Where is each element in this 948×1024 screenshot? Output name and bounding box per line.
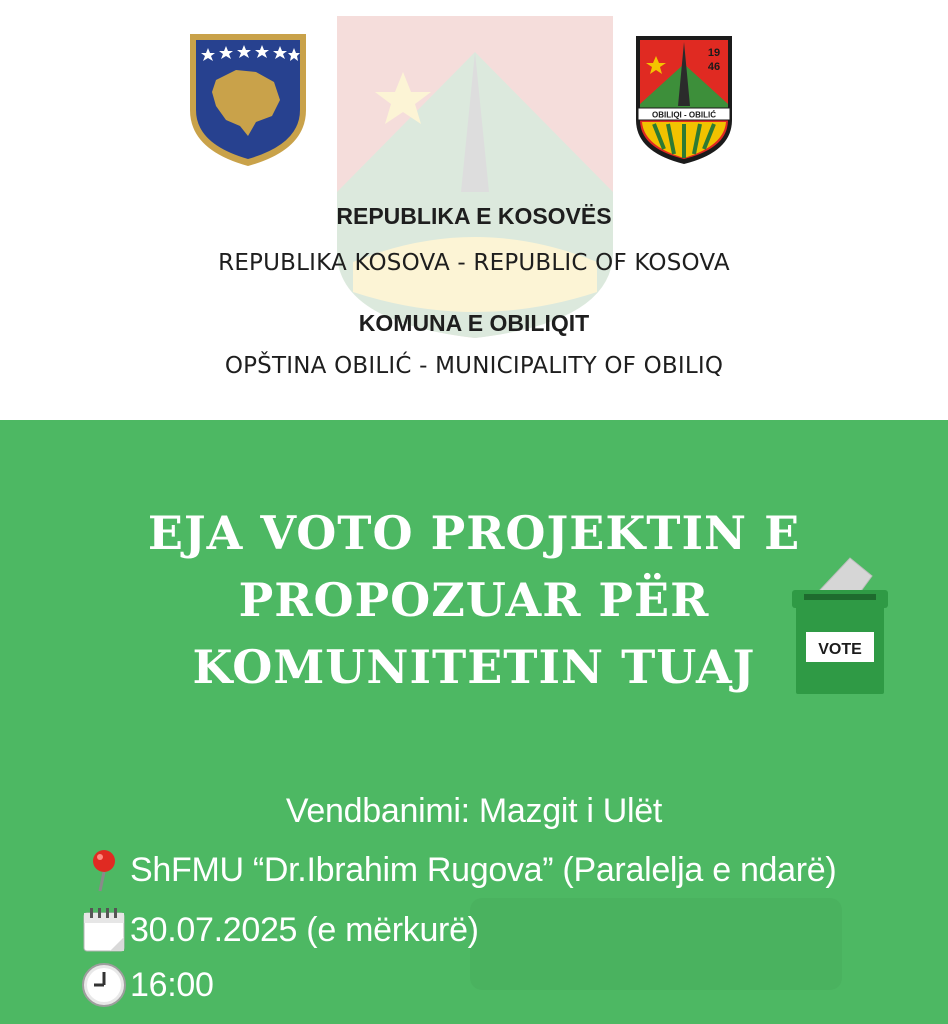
headline-line-1: EJA VOTO PROJEKTIN E: [147, 506, 801, 560]
settlement-text: Vendbanimi: Mazgit i Ulët: [285, 792, 663, 830]
ballot-label: VOTE: [818, 641, 862, 658]
municipality-name-serbian-english: OPŠTINA OBILIĆ - MUNICIPALITY OF OBILIQ: [224, 353, 724, 379]
obiliq-coat-of-arms-icon: [634, 34, 734, 166]
header-section: [0, 0, 948, 420]
pin-icon: [80, 845, 128, 895]
headline-line-3: KOMUNITETIN TUAJ: [192, 640, 756, 694]
emblem-year-top: 19: [707, 47, 721, 59]
date-row: [80, 905, 479, 955]
date-text: 30.07.2025 (e mërkurë): [130, 910, 479, 949]
time-text: 16:00: [130, 965, 214, 1004]
country-name-albanian: REPUBLIKA E KOSOVËS: [336, 203, 612, 229]
country-name-serbian-english: REPUBLIKA KOSOVA - REPUBLIC OF KOSOVA: [218, 250, 730, 276]
kosovo-coat-of-arms-icon: [186, 30, 310, 168]
location-row: [80, 845, 836, 895]
obiliq-emblem-watermark: [333, 12, 617, 342]
clock-icon: [80, 960, 128, 1010]
ballot-box-icon: [790, 550, 890, 700]
info-card-shadow: [470, 898, 842, 990]
announcement-section: [0, 420, 948, 1024]
headline-line-2: PROPOZUAR PËR: [238, 573, 710, 627]
calendar-icon: [80, 905, 128, 955]
time-row: [80, 960, 214, 1010]
location-text: ShFMU “Dr.Ibrahim Rugova” (Paralelja e ndarë): [130, 850, 837, 889]
municipality-name-albanian: KOMUNA E OBILIQIT: [358, 310, 590, 336]
emblem-year-bottom: 46: [707, 61, 721, 73]
emblem-banner: OBILIQI - OBILIĆ: [652, 110, 716, 120]
